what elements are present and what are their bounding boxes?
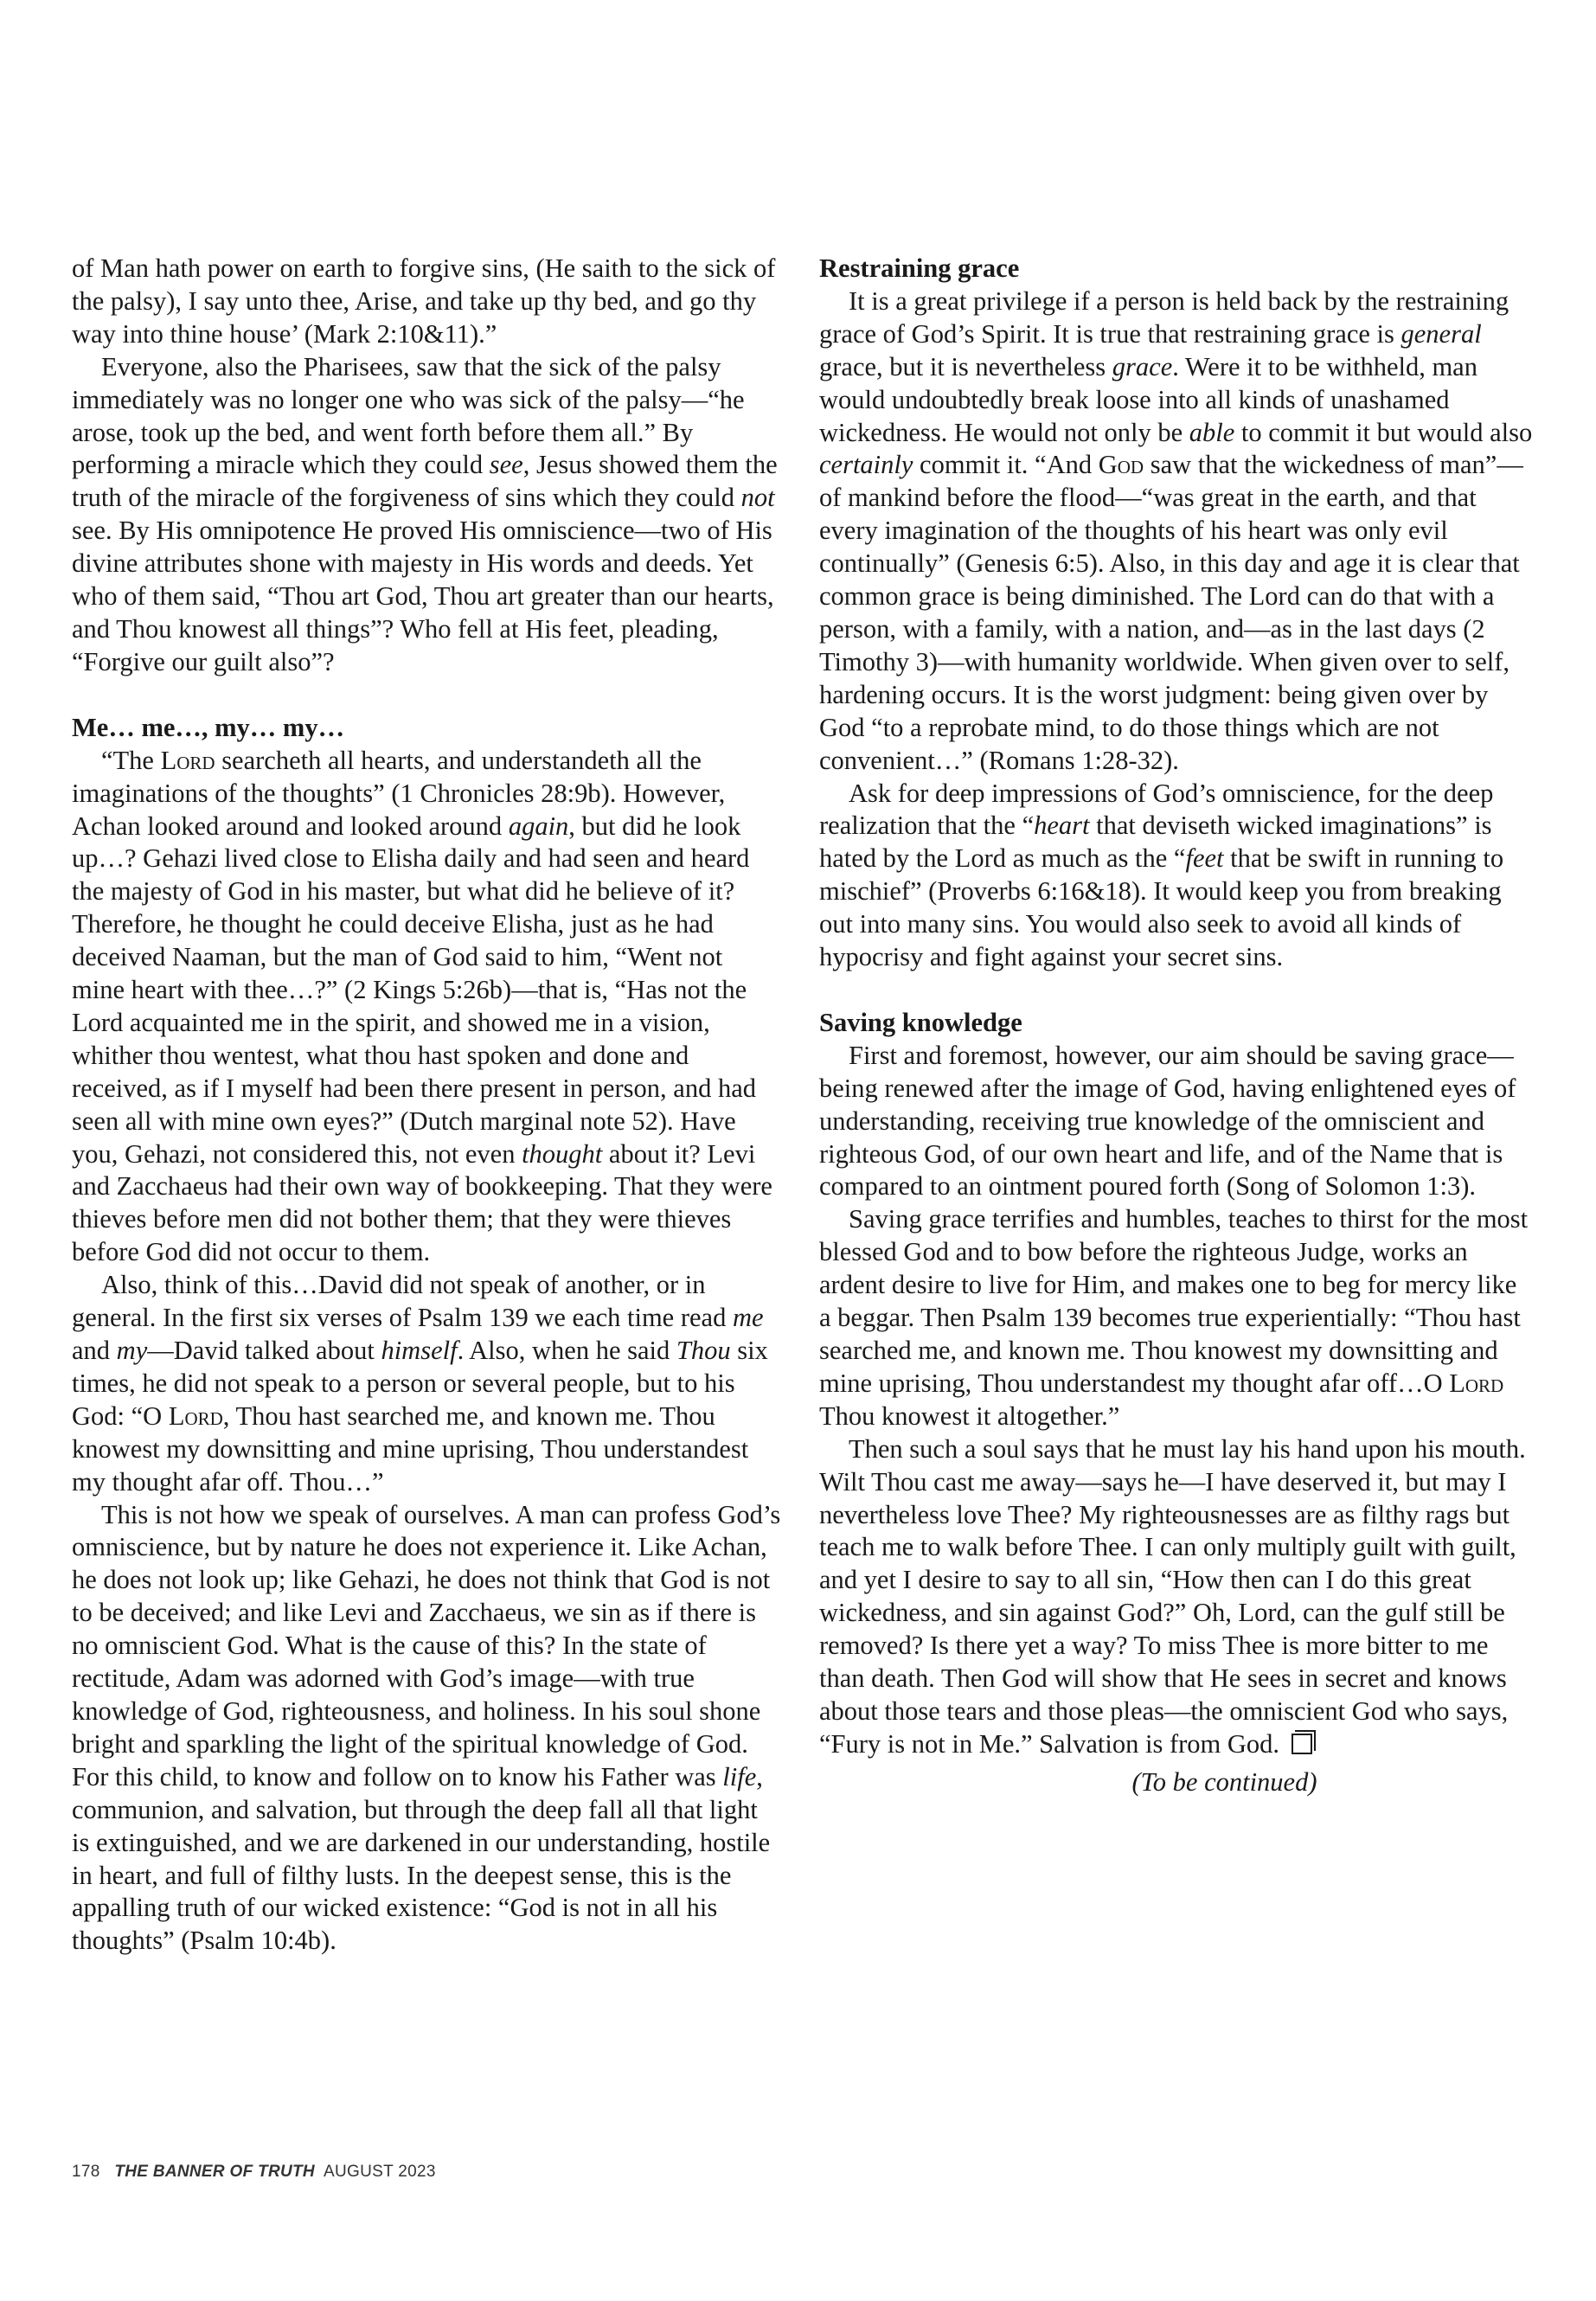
publication-title: THE BANNER OF TRUTH [114, 2163, 315, 2181]
paragraph: This is not how we speak of ourselves. A man can profess God’s omniscience, but by nature he does not experience it. Like Achan, he does not look up; like Gehazi, he does not think that God is not to be deceived; and like Levi and Zacchaeus, we sin as if there is no omniscient God. What is the cause of this? In the state of rectitude, Adam was adorned with God’s image—with true knowledge of God, righteousness, and holiness. In his soul shone bright and sparkling the light of the spiritual knowledge of God. For this child, to know and follow on to know his Father was life, communion, and salvation, but through the deep fall all that light is extinguished, and we are darkened in our understanding, hostile in heart, and full of filthy lusts. In the deepest sense, this is the appalling truth of our wicked existence: “God is not in all his thoughts” (Psalm 10:4b). [72, 1499, 781, 1956]
paragraph: First and foremost, however, our aim should be saving grace—being renewed after the image of God, having enlightened eyes of understanding, receiving true knowledge of the omniscient and righteous God, of our own heart and life, and of the Name that is compared to an ointment poured forth (Song of Solomon 1:3). [819, 1040, 1516, 1202]
section-heading: Restraining grace [819, 253, 1020, 283]
paragraph: Also, think of this…David did not speak of another, or in general. In the first six verses of Psalm 139 we each time read me and my—David talked about himself. Also, when he said Thou six times, he did not speak to a person or several people, but to his God: “O Lord, Thou hast searched me, and known me. Thou knowest my downsitting and mine uprising, Thou understandest my thought afar off. Thou…” [72, 1270, 768, 1497]
paragraph: of Man hath power on earth to forgive sins, (He saith to the sick of the palsy), I say unto thee, Arise, and take up thy bed, and go thy way into thine house’ (Mark 2:10&11).” [72, 253, 776, 349]
paragraph: It is a great privilege if a person is held back by the restraining grace of God’s Spirit. It is true that restraining grace is general grace, but it is nevertheless grace. Were it to be withheld, man would undoubtedly break loose into all kinds of unashamed wickedness. He would not only be able to commit it but would also certainly commit it. “And God saw that the wickedness of man”—of mankind before the flood—“was great in the earth, and that every imagination of the thoughts of his heart was only evil continually” (Genesis 6:5). Also, in this day and age it is clear that common grace is being diminished. The Lord can do that with a person, with a family, with a nation, and—as in the last days (2 Timothy 3)—with humanity worldwide. When given over to self, hardening occurs. It is the worst judgment: being given over by God “to a reprobate mind, to do those things which are not convenient…” (Romans 1:28-32). [819, 285, 1533, 775]
paragraph: Ask for deep impressions of God’s omniscience, for the deep realization that the “heart that deviseth wicked imaginations” is hated by the Lord as much as the “feet that be swift in running to mischief” (Proverbs 6:16&18). It would keep you from breaking out into many sins. You would also seek to avoid all kinds of hypocrisy and fight against your secret sins. [819, 778, 1504, 972]
paragraph: Everyone, also the Pharisees, saw that the sick of the palsy immediately was no longer one who was sick of the palsy—“he arose, took up the bed, and went forth before them all.” By performing a miracle which they could see, Jesus showed them the truth of the miracle of the forgiveness of sins which they could not see. By His omnipotence He proved His omniscience—two of His divine attributes shone with majesty in His words and deeds. Yet who of them said, “Thou art God, Thou art greater than our hearts, and Thou knowest all things”? Who fell at His feet, pleading, “Forgive our guilt also”? [72, 351, 778, 676]
end-of-article-icon [1292, 1734, 1312, 1754]
paragraph: “The Lord searcheth all hearts, and understandeth all the imaginations of the thoughts” (1 Chronicles 28:9b). However, Achan looked around and looked around again, but did he look up…? Gehazi lived close to Elisha daily and had seen and heard the majesty of God in his master, but what did he believe of it? Therefore, he thought he could deceive Elisha, just as he had deceived Naaman, but the man of God said to him, “Went not mine heart with thee…?” (2 Kings 5:26b)—that is, “Has not the Lord acquainted me in the spirit, and showed me in a vision, whither thou wentest, what thou hast spoken and done and received, as if I myself had been there present in person, and had seen all with mine own eyes?” (Dutch marginal note 52). Have you, Gehazi, not considered this, not even thought about it? Levi and Zacchaeus had their own way of bookkeeping. That they were thieves before men did not bother them; that they were thieves before God did not occur to them. [72, 745, 772, 1267]
right-column [819, 253, 1535, 1799]
to-be-continued-note: (To be continued) [1131, 1766, 1317, 1797]
section-heading: Me… me…, my… my… [72, 712, 345, 742]
page-footer [72, 2163, 436, 2182]
paragraph: Then such a soul says that he must lay his hand upon his mouth. Wilt Thou cast me away—says he—I have deserved it, but may I nevertheless love Thee? My righteousnesses are as filthy rags but teach me to walk before Thee. I can only multiply guilt with guilt, and yet I desire to say to all sin, “How then can I do this great wickedness, and sin against God?” Oh, Lord, can the gulf still be removed? Is there yet a way? To miss Thee is more bitter to me than death. Then God will show that He sees in secret and knows about those tears and those pleas—the omniscient God who says, “Fury is not in Me.” Salvation is from God. [819, 1433, 1526, 1759]
page-number: 178 [72, 2163, 100, 2181]
section-heading: Saving knowledge [819, 1007, 1022, 1037]
left-column [72, 253, 781, 1958]
paragraph: Saving grace terrifies and humbles, teaches to thirst for the most blessed God and to bow before the righteous Judge, works an ardent desire to live for Him, and makes one to beg for mercy like a beggar. Then Psalm 139 becomes true experientially: “Thou hast searched me, and known me. Thou knowest my downsitting and mine uprising, Thou understandest my thought afar off…O Lord Thou knowest it altogether.” [819, 1204, 1529, 1431]
issue-date: AUGUST 2023 [324, 2163, 436, 2181]
